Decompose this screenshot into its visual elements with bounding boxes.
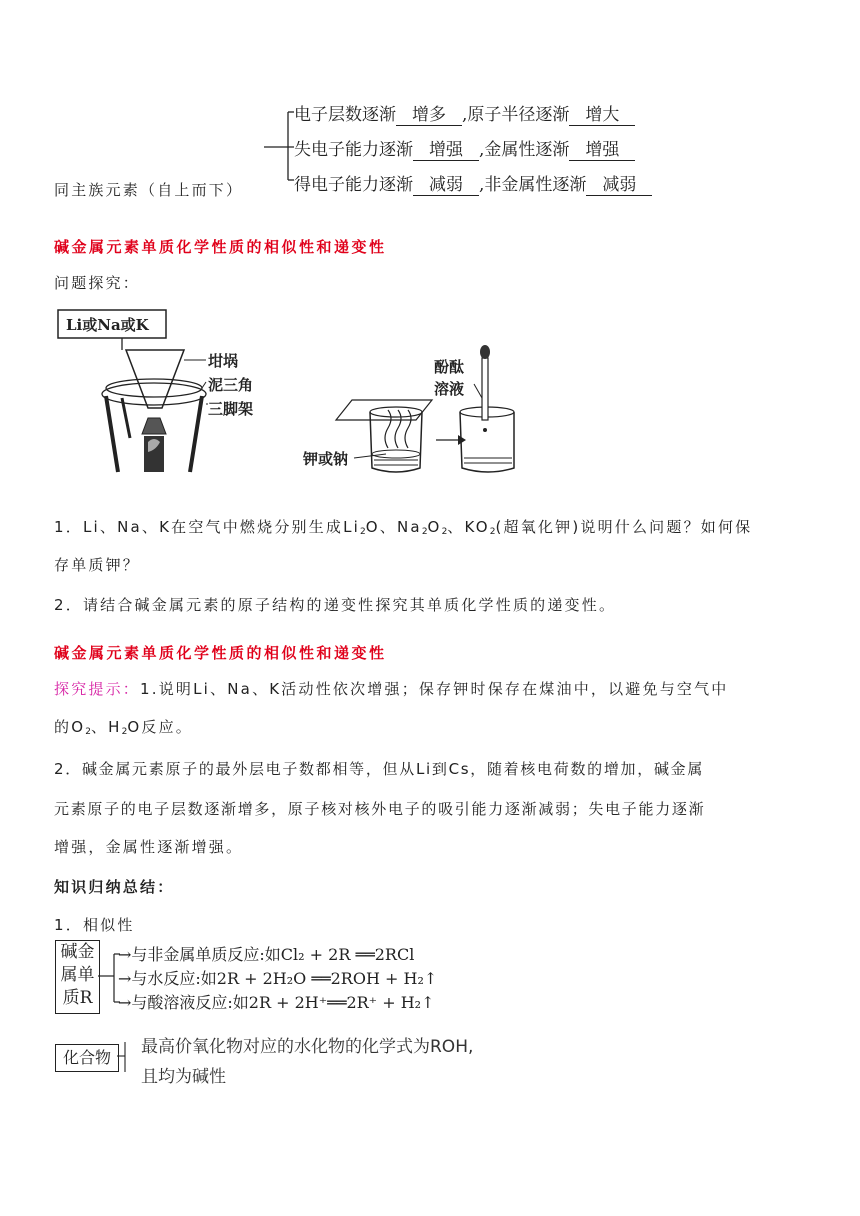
label-li-na-k: Li或Na或K xyxy=(66,316,149,334)
hint-paragraph-1-line-2: 的$O_2$、$H_2O$反应。 xyxy=(54,718,193,737)
group-label: 同主族元素（自上而下） xyxy=(54,181,244,199)
heading-1: 碱金属元素单质化学性质的相似性和递变性 xyxy=(54,238,387,256)
summary-line-2: 失电子能力逐渐 增强 ,金属性逐渐 增强 xyxy=(294,135,635,161)
similarity-label: 1．相似性 xyxy=(54,916,135,934)
summary-bracket xyxy=(262,103,294,183)
question-1-line-2: 存单质钾？ xyxy=(54,556,141,574)
blank-6: 减弱 xyxy=(586,170,652,196)
blank-3: 增强 xyxy=(413,135,479,161)
label-phenolphthalein-2: 溶液 xyxy=(434,380,465,398)
reaction-nonmetal: →与非金属单质反应:如Cl₂ + 2R ══2RCl xyxy=(118,945,415,964)
compound-desc-line-2: 且均为碱性 xyxy=(141,1067,226,1087)
hint-paragraph-2-line-3: 增强，金属性逐渐增强。 xyxy=(54,838,244,856)
hint-paragraph-2-line-1: 2．碱金属元素原子的最外层电子数都相等，但从Li到Cs，随着核电荷数的增加，碱金属 xyxy=(54,760,705,778)
label-clay-triangle: 泥三角 xyxy=(208,376,254,394)
question-2: 2．请结合碱金属元素的原子结构的递变性探究其单质化学性质的递变性。 xyxy=(54,596,617,614)
label-phenolphthalein-1: 酚酞 xyxy=(434,358,465,376)
label-tripod: 三脚架 xyxy=(208,400,254,418)
blank-1: 增多 xyxy=(396,100,462,126)
question-1: 1．Li、Na、K在空气中燃烧分别生成$Li_2O$、$Na_2O_2$、$KO_2$(超氧化钾)说明什么问题？如何保 xyxy=(54,518,753,537)
blank-2: 增大 xyxy=(569,100,635,126)
heading-2: 碱金属元素单质化学性质的相似性和递变性 xyxy=(54,644,387,662)
summary-line-1: 电子层数逐渐 增多 ,原子半径逐渐 增大 xyxy=(294,100,635,126)
compound-desc-line-1: 最高价氧化物对应的水化物的化学式为ROH, xyxy=(141,1037,474,1057)
blank-5: 减弱 xyxy=(413,170,479,196)
compound-bracket xyxy=(117,1038,139,1078)
hint-paragraph-2-line-2: 元素原子的电子层数逐渐增多，原子核对核外电子的吸引能力逐渐减弱；失电子能力逐渐 xyxy=(54,800,706,818)
compound-box: 化合物 xyxy=(55,1044,119,1072)
alkali-metal-box: 碱金 属单 质R xyxy=(55,940,100,1014)
summary-line-3: 得电子能力逐渐 减弱 ,非金属性逐渐 减弱 xyxy=(294,170,652,196)
label-crucible: 坩埚 xyxy=(208,352,239,370)
reaction-water: →与水反应:如2R + 2H₂O ══2ROH + H₂↑ xyxy=(118,969,438,988)
summary-heading: 知识归纳总结： xyxy=(54,878,175,896)
blank-4: 增强 xyxy=(569,135,635,161)
bracket-lines xyxy=(262,103,294,183)
label-metal: 钾或钠 xyxy=(303,450,349,468)
compound-bracket-lines xyxy=(117,1038,139,1078)
hint-label: 探究提示： xyxy=(54,680,141,698)
reaction-acid: →与酸溶液反应:如2R + 2H⁺══2R⁺ + H₂↑ xyxy=(118,993,435,1012)
inquiry-label: 问题探究： xyxy=(54,274,141,292)
hint-paragraph-1: 探究提示：1.说明Li、Na、K活动性依次增强；保存钾时保存在煤油中，以避免与空气中 xyxy=(54,680,729,698)
